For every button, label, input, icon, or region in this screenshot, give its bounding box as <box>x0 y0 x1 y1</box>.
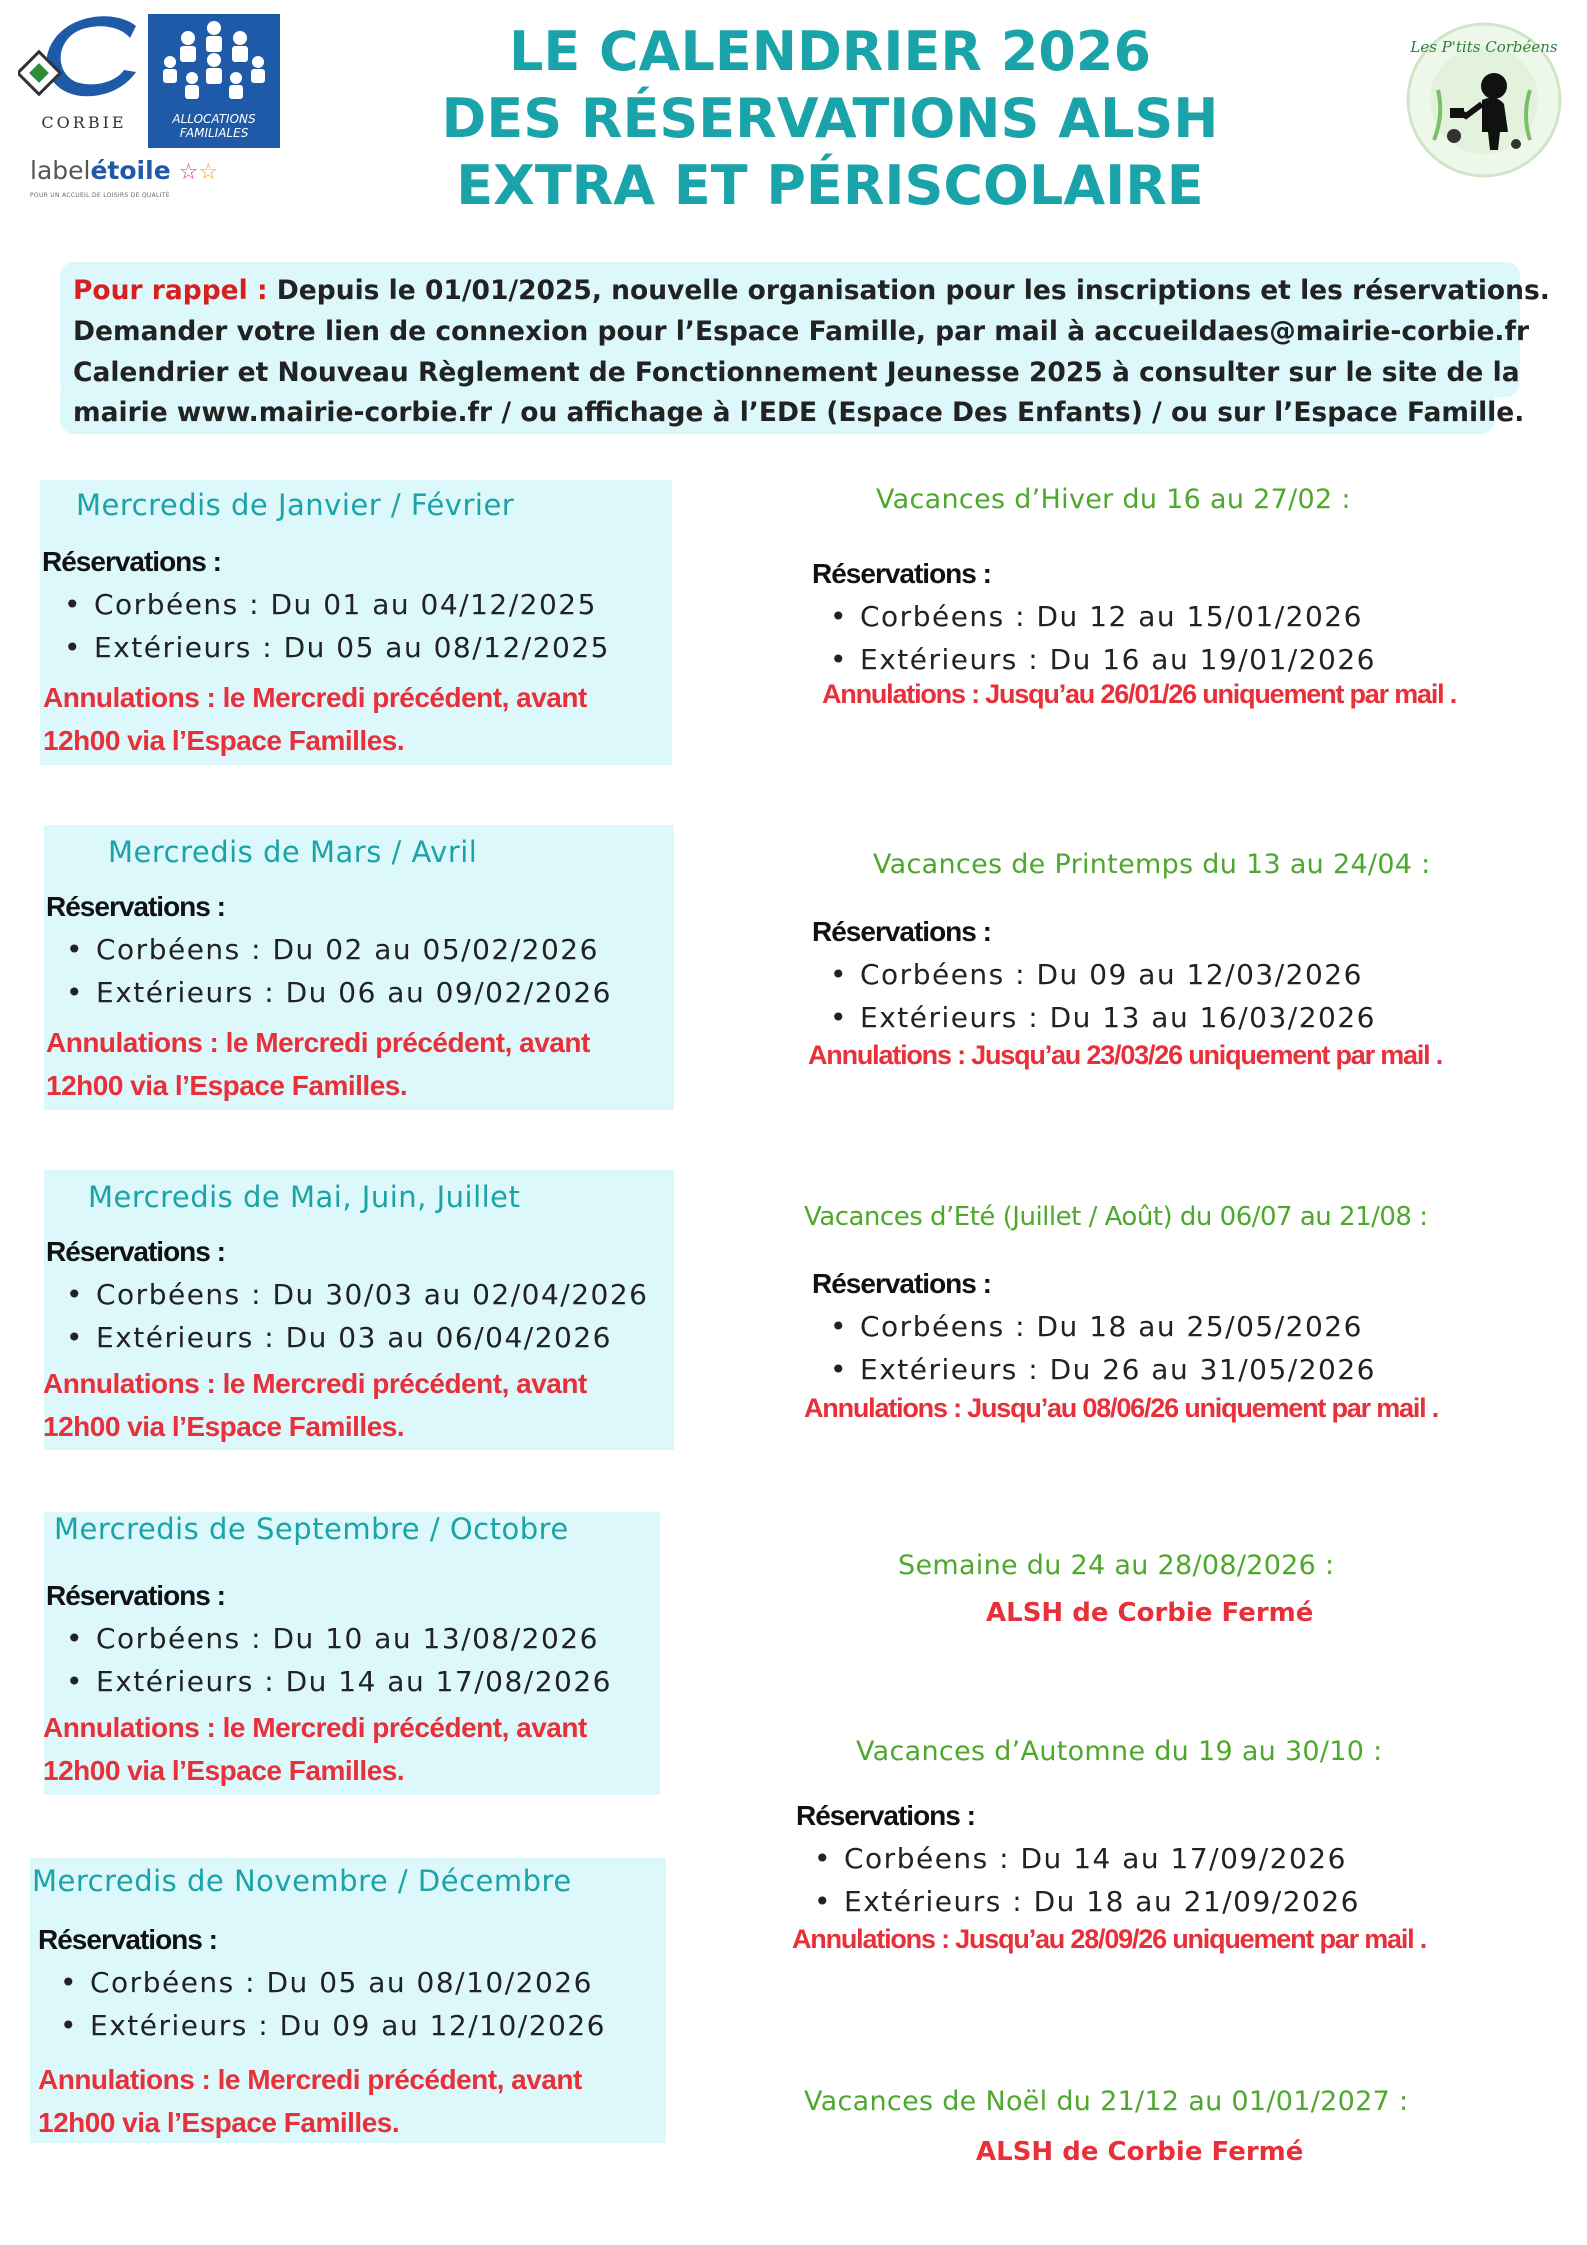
mercredis-title: Mercredis de Novembre / Décembre <box>32 1864 572 1898</box>
annulations-text: Annulations : Jusqu’au 23/03/26 uniquement par mail . <box>808 1040 1443 1070</box>
reservations-label: Réservations : <box>812 1268 991 1299</box>
caf-logo <box>148 14 280 148</box>
page-title <box>400 18 1260 219</box>
mercredis-title: Mercredis de Mars / Avril <box>108 835 478 869</box>
exterieurs-dates: • Extérieurs : Du 26 au 31/05/2026 <box>830 1353 1376 1386</box>
noel-title: Vacances de Noël du 21/12 au 01/01/2027 : <box>804 2086 1409 2117</box>
corbeens-dates: • Corbéens : Du 05 au 08/10/2026 <box>60 1966 593 1999</box>
noel-status: ALSH de Corbie Fermé <box>976 2137 1304 2167</box>
label-etoile-prefix: label <box>30 156 91 185</box>
reservations-label: Réservations : <box>796 1800 975 1831</box>
reminder-box <box>60 262 1550 434</box>
exterieurs-dates: • Extérieurs : Du 13 au 16/03/2026 <box>830 1001 1376 1034</box>
vacances-title: Vacances d’Hiver du 16 au 27/02 : <box>876 484 1351 515</box>
title-line-2: DES RÉSERVATIONS ALSH <box>441 87 1219 150</box>
exterieurs-dates: • Extérieurs : Du 14 au 17/08/2026 <box>66 1665 612 1698</box>
reservations-label: Réservations : <box>42 546 221 577</box>
title-line-1: LE CALENDRIER 2026 <box>508 20 1152 83</box>
corbie-logo-text: CORBIE <box>41 113 127 132</box>
semaine-status: ALSH de Corbie Fermé <box>986 1598 1314 1628</box>
mercredis-title: Mercredis de Septembre / Octobre <box>54 1512 569 1546</box>
annulations-text: Annulations : le Mercredi précédent, avant 12h00 via l’Espace Familles. <box>46 1027 590 1101</box>
label-etoile-bold: étoile <box>90 156 171 185</box>
reservations-label: Réservations : <box>46 1580 225 1611</box>
reminder-line-2: Demander votre lien de connexion pour l’Espace Famille, par mail à accueildaes@mairie-corbie.fr <box>73 316 1530 347</box>
annulations-text: Annulations : le Mercredi précédent, avant 12h00 via l’Espace Familles. <box>43 682 587 756</box>
corbeens-dates: • Corbéens : Du 02 au 05/02/2026 <box>66 933 599 966</box>
corbeens-dates: • Corbéens : Du 12 au 15/01/2026 <box>830 600 1363 633</box>
corbeens-dates: • Corbéens : Du 09 au 12/03/2026 <box>830 958 1363 991</box>
annulations-text: Annulations : le Mercredi précédent, avant 12h00 via l’Espace Familles. <box>43 1712 587 1786</box>
reminder-line-3: Calendrier et Nouveau Règlement de Fonctionnement Jeunesse 2025 à consulter sur le site de la <box>73 357 1520 388</box>
corbeens-dates: • Corbéens : Du 10 au 13/08/2026 <box>66 1622 599 1655</box>
annulations-text: Annulations : Jusqu’au 26/01/26 uniquement par mail . <box>822 679 1457 709</box>
annulations-text: Annulations : le Mercredi précédent, avant 12h00 via l’Espace Familles. <box>38 2064 582 2138</box>
vacances-title: Vacances de Printemps du 13 au 24/04 : <box>873 849 1431 880</box>
caf-logo-text: ALLOCATIONS FAMILIALES <box>172 112 256 140</box>
title-line-3: EXTRA ET PÉRISCOLAIRE <box>456 154 1204 217</box>
mercredis-title: Mercredis de Janvier / Février <box>76 488 515 522</box>
vacances-title: Vacances d’Automne du 19 au 30/10 : <box>856 1736 1383 1767</box>
reservations-label: Réservations : <box>46 1236 225 1267</box>
annulations-text: Annulations : le Mercredi précédent, avant 12h00 via l’Espace Familles. <box>43 1368 587 1442</box>
stars-icon: ☆☆ <box>178 160 219 185</box>
corbie-emblem-icon <box>18 12 146 117</box>
vacances-title: Vacances d’Eté (Juillet / Août) du 06/07 au 21/08 : <box>804 1202 1428 1232</box>
ptits-logo-text: Les P'tits Corbéens <box>1410 38 1558 56</box>
corbeens-dates: • Corbéens : Du 30/03 au 02/04/2026 <box>66 1278 648 1311</box>
semaine-title: Semaine du 24 au 28/08/2026 : <box>898 1550 1335 1581</box>
exterieurs-dates: • Extérieurs : Du 03 au 06/04/2026 <box>66 1321 612 1354</box>
label-etoile-logo <box>30 156 218 185</box>
exterieurs-dates: • Extérieurs : Du 06 au 09/02/2026 <box>66 976 612 1009</box>
reminder-line-1: Pour rappel : Depuis le 01/01/2025, nouvelle organisation pour les inscriptions et les réservations. <box>73 275 1550 306</box>
corbeens-dates: • Corbéens : Du 01 au 04/12/2025 <box>64 588 597 621</box>
corbeens-dates: • Corbéens : Du 18 au 25/05/2026 <box>830 1310 1363 1343</box>
reservations-label: Réservations : <box>46 891 225 922</box>
reminder-line-4: mairie www.mairie-corbie.fr / ou affichage à l’EDE (Espace Des Enfants) / ou sur l’Espace Famille. <box>73 397 1525 428</box>
exterieurs-dates: • Extérieurs : Du 05 au 08/12/2025 <box>64 631 610 664</box>
reservations-label: Réservations : <box>38 1924 217 1955</box>
mercredis-title: Mercredis de Mai, Juin, Juillet <box>88 1180 521 1214</box>
reminder-lead: Pour rappel : <box>73 275 268 306</box>
reservations-label: Réservations : <box>812 916 991 947</box>
exterieurs-dates: • Extérieurs : Du 16 au 19/01/2026 <box>830 643 1376 676</box>
caf-family-icon <box>148 14 280 106</box>
exterieurs-dates: • Extérieurs : Du 09 au 12/10/2026 <box>60 2009 606 2042</box>
exterieurs-dates: • Extérieurs : Du 18 au 21/09/2026 <box>814 1885 1360 1918</box>
annulations-text: Annulations : Jusqu’au 28/09/26 uniquement par mail . <box>792 1924 1427 1954</box>
reservations-label: Réservations : <box>812 558 991 589</box>
annulations-text: Annulations : Jusqu’au 08/06/26 uniquement par mail . <box>804 1393 1439 1423</box>
ptits-corbeens-logo <box>1404 20 1564 180</box>
label-etoile-sub: POUR UN ACCUEIL DE LOISIRS DE QUALITÉ <box>30 192 170 199</box>
corbie-logo <box>18 12 146 132</box>
corbeens-dates: • Corbéens : Du 14 au 17/09/2026 <box>814 1842 1347 1875</box>
